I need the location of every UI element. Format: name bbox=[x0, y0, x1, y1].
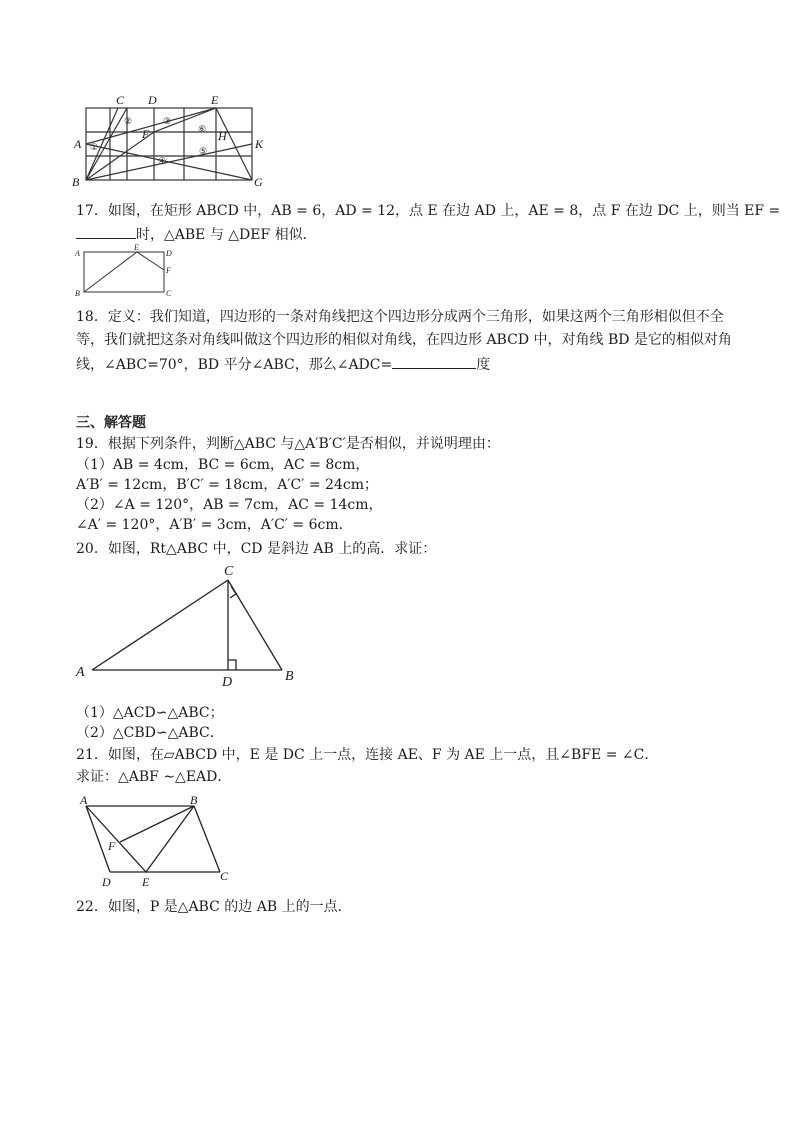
q19-part1-a: （1）AB = 4cm，BC = 6cm，AC = 8cm， bbox=[76, 457, 370, 473]
grid-region-6: ⑥ bbox=[198, 124, 207, 134]
q21-label-a: A bbox=[80, 793, 88, 807]
q18-answer-blank[interactable] bbox=[392, 354, 476, 369]
q17-line2-text: 时，△ABE 与 △DEF 相似． bbox=[136, 227, 317, 243]
q18-line1: 18．定义：我们知道，四边形的一条对角线把这个四边形分成两个三角形，如果这两个三角形相似但不全 bbox=[76, 309, 724, 325]
q20-triangle-figure bbox=[72, 562, 312, 692]
grid-label-e: E bbox=[211, 93, 219, 107]
q21-line2: 求证：△ABF ∼△EAD． bbox=[76, 769, 232, 785]
q17-label-e: E bbox=[134, 243, 139, 252]
q20-label-c: C bbox=[224, 564, 234, 579]
q17-line2 bbox=[76, 224, 317, 244]
q20-part1: （1）△ACD∽△ABC； bbox=[76, 705, 224, 721]
grid-label-k: K bbox=[255, 137, 264, 151]
grid-region-5: ⑤ bbox=[199, 146, 208, 156]
q20-label-a: A bbox=[76, 665, 85, 680]
q18-line3-text: 线，∠ABC=70°，BD 平分∠ABC，那么∠ADC= bbox=[76, 357, 393, 373]
grid-label-a: A bbox=[74, 137, 82, 151]
q21-label-c: C bbox=[220, 869, 229, 883]
q19-part2-b: ∠A′ = 120°，A′B′ = 3cm，A′C′ = 6cm． bbox=[76, 517, 353, 533]
q21-label-e: E bbox=[142, 875, 150, 889]
grid-region-3: ③ bbox=[163, 116, 172, 126]
q17-figure bbox=[74, 243, 184, 298]
q21-label-f: F bbox=[108, 839, 116, 853]
q19-intro: 19．根据下列条件，判断△ABC 与△A′B′C′是否相似，并说明理由： bbox=[76, 436, 500, 452]
grid-region-4: ④ bbox=[158, 156, 167, 166]
q17-label-f: F bbox=[166, 266, 171, 275]
grid-region-2: ② bbox=[124, 116, 133, 126]
grid-label-f: F bbox=[142, 127, 150, 141]
grid-label-h: H bbox=[218, 129, 227, 143]
q18-line2: 等，我们就把这条对角线叫做这个四边形的相似对角线，在四边形 ABCD 中，对角线 BD 是它的相似对角 bbox=[76, 332, 732, 348]
q21-parallelogram-figure bbox=[74, 794, 244, 890]
q19-part1-b: A′B′ = 12cm，B′C′ = 18cm，A′C′ = 24cm； bbox=[76, 477, 378, 493]
q17-answer-blank[interactable] bbox=[76, 224, 136, 239]
q17-label-c: C bbox=[166, 289, 172, 298]
q17-label-b: B bbox=[75, 289, 80, 298]
q21-label-b: B bbox=[190, 793, 198, 807]
section-title: 三、解答题 bbox=[76, 415, 146, 431]
q21-label-d: D bbox=[102, 875, 111, 889]
q20-part2: （2）△CBD∽△ABC． bbox=[76, 725, 224, 741]
grid-label-d: D bbox=[148, 93, 157, 107]
q22-line1: 22．如图，P 是△ABC 的边 AB 上的一点． bbox=[76, 899, 352, 915]
q17-line1: 17．如图，在矩形 ABCD 中，AB = 6，AD = 12，点 E 在边 AD 上，AE = 8，点 F 在边 DC 上，则当 EF = bbox=[76, 203, 781, 219]
grid-label-c: C bbox=[116, 93, 125, 107]
q20-intro: 20．如图，Rt△ABC 中，CD 是斜边 AB 上的高．求证： bbox=[76, 541, 437, 557]
grid-label-b: B bbox=[72, 175, 80, 189]
q17-label-d: D bbox=[166, 249, 172, 258]
grid-label-g: G bbox=[254, 175, 263, 189]
grid-region-1: ① bbox=[90, 142, 99, 152]
q19-part2-a: （2）∠A = 120°，AB = 7cm，AC = 14cm， bbox=[76, 497, 383, 513]
q18-line3 bbox=[76, 354, 490, 374]
grid-figure bbox=[70, 88, 270, 188]
q20-label-b: B bbox=[285, 669, 294, 684]
q17-label-a: A bbox=[75, 249, 80, 258]
q18-line3-end: 度 bbox=[476, 357, 491, 373]
q20-label-d: D bbox=[222, 675, 233, 690]
q21-line1: 21．如图，在▱ABCD 中，E 是 DC 上一点，连接 AE、F 为 AE 上一点，且∠BFE = ∠C． bbox=[76, 747, 659, 763]
